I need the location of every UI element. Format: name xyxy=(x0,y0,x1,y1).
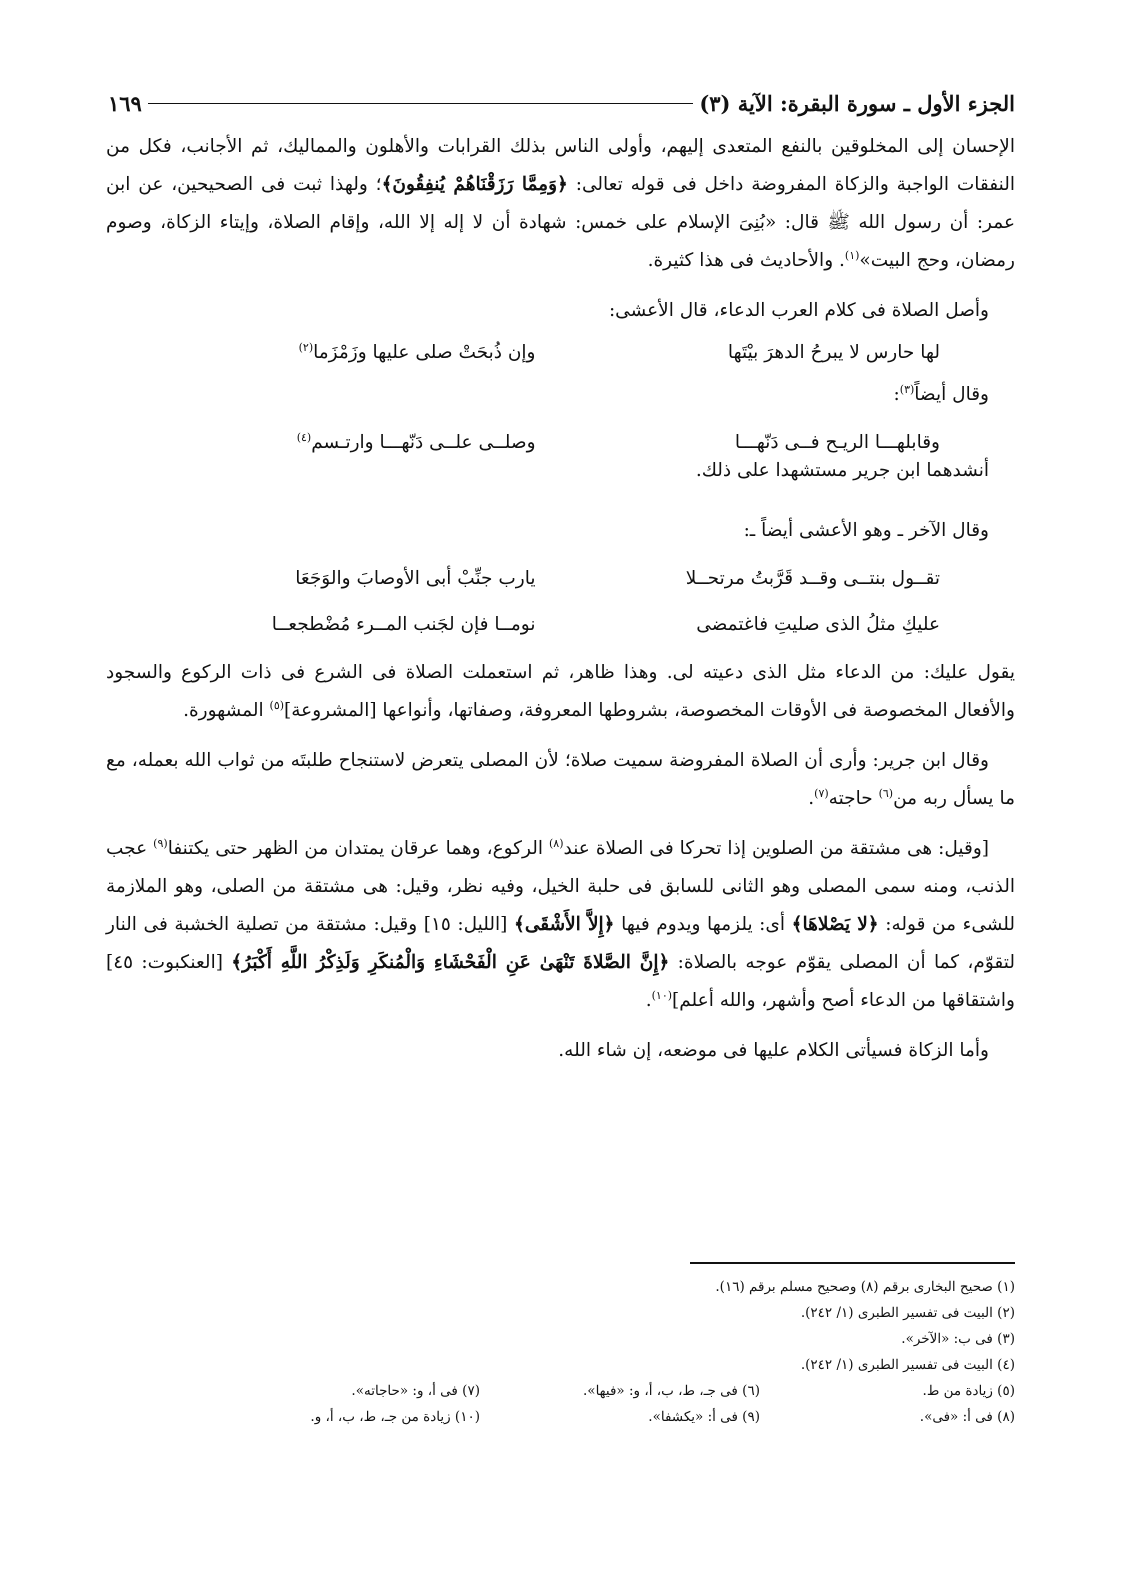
text-span: الركوع، وهما عرقان يمتدان من الظهر حتى يكتنفا xyxy=(167,838,549,859)
footnote-row xyxy=(106,1378,1015,1404)
quran-quote: ﴿لا يَصْلاهَا﴾ xyxy=(791,914,879,935)
text-span: . xyxy=(645,990,652,1011)
footnote-5: (٥) زيادة من ط. xyxy=(922,1383,1015,1399)
verse-hemistich: يارب جنِّبْ أبى الأوصابَ والوَجَعَا xyxy=(295,568,536,589)
text-span: . والأحاديث فى هذا كثيرة. xyxy=(647,250,845,271)
footnote-10: (١٠) زيادة من جـ، ط، ب، أ، و. xyxy=(310,1409,480,1425)
spacer xyxy=(106,1020,1015,1032)
footnote-4: (٤) البيت فى تفسير الطبرى (١/ ٢٤٢). xyxy=(800,1357,1015,1373)
header-rule xyxy=(148,103,693,104)
footnote-row xyxy=(106,1404,1015,1430)
verse-hemistich: وقابلهـــا الريـح فــى دَنّهـــا xyxy=(734,432,940,453)
footnote-separator xyxy=(690,1262,1015,1264)
text-span: الإحسان إلى المخلوقين بالنفع المتعدى إليهم، وأولى الناس بذلك القرابات والأهلون والمماليك، ثم الأجانب، فكل من النفقات الواجبة والزكاة المفروضة داخل فى قوله تعالى: xyxy=(106,136,1016,195)
text-span: المشهورة. xyxy=(183,700,270,721)
quran-quote: ﴿إِنَّ الصَّلاةَ تَنْهَىٰ عَنِ الْفَحْشَاءِ وَالْمُنكَرِ وَلَذِكْرُ اللَّهِ أَكْبَرُ﴾ xyxy=(231,952,670,973)
verse-hemistich: تقــول بنتــى وقــد قَرَّبتُ مرتحــلا xyxy=(685,568,940,589)
text-span: [الليل: ١٥] وقيل: مشتقة من تصلية الخشبة فى النار لتقوّم، كما أن المصلى يقوّم عوجه بالصلاة: xyxy=(106,914,1015,973)
text-span: [العنكبوت: ٤٥] واشتقاقها من الدعاء أصح وأشهر، والله أعلم] xyxy=(106,952,1015,1011)
text-span: . xyxy=(808,788,815,809)
paragraph-8 xyxy=(106,830,1015,1020)
footnote-ref: (٦) xyxy=(878,786,894,800)
paragraph-3 xyxy=(106,376,1015,414)
footnote-6: (٦) فى جـ، ط، ب، أ، و: «فيها». xyxy=(583,1383,760,1399)
text-span: : xyxy=(893,384,900,405)
text-span: وقال ابن جرير: وأرى أن الصلاة المفروضة سميت صلاة؛ لأن المصلى يتعرض لاستنجاح طلبتَه من ثواب الله بعمله، مع ما يسأل ربه من xyxy=(106,750,1015,809)
running-header xyxy=(108,88,1015,118)
footnote-ref: (٣) xyxy=(899,382,915,396)
paragraph-7 xyxy=(106,742,1015,818)
paragraph-4: أنشدهما ابن جرير مستشهدا على ذلك. xyxy=(695,460,989,481)
page-number: ١٦٩ xyxy=(108,90,142,116)
main-text xyxy=(106,128,1015,1070)
verse-hemistich: عليكِ مثلُ الذى صليتِ فاغتمضى xyxy=(696,614,940,635)
verse-hemistich xyxy=(106,334,561,372)
spacer xyxy=(106,818,1015,830)
text-span: عجب الذنب، ومنه سمى المصلى وهو الثانى للسابق فى حلبة الخيل، وفيه نظر، وقيل: هى مشتقة من الصلى، وهو الملازمة للشىء من قوله: xyxy=(106,838,1015,935)
spacer xyxy=(106,490,1015,512)
paragraph-1 xyxy=(106,128,1015,280)
footnote-7: (٧) فى أ، و: «حاجاته». xyxy=(351,1383,480,1399)
spacer xyxy=(106,730,1015,742)
quran-quote: ﴿وَمِمَّا رَزَقْنَاهُمْ يُنفِقُونَ﴾ xyxy=(381,174,568,195)
paragraph-6 xyxy=(106,654,1015,730)
text-span: وقال أيضاً xyxy=(914,384,989,405)
footnote-ref: (٥) xyxy=(269,698,285,712)
spacer xyxy=(106,280,1015,292)
quran-quote: ﴿إِلاَّ الأَشْقَى﴾ xyxy=(513,914,615,935)
text-span: يقول عليك: من الدعاء مثل الذى دعيته لى. وهذا ظاهر، ثم استعملت الصلاة فى الشرع فى ذات الركوع والسجود والأفعال المخصوصة فى الأوقات المخصوصة، بشروطها المعروفة، وصفاتها، وأنواعها [المشروعة] xyxy=(106,662,1015,721)
footnote-ref: (٤) xyxy=(296,430,312,444)
footnote-9: (٩) فى أ: «يكشفا». xyxy=(648,1409,760,1425)
text-span: أى: يلزمها ويدوم فيها xyxy=(621,914,792,935)
footnotes xyxy=(106,1274,1015,1430)
text-span: ؛ ولهذا ثبت فى الصحيحين، عن ابن عمر: أن رسول الله ﷺ قال: «بُنِىَ الإسلام على خمس: شهادة أن لا إله إلا الله، وإقام الصلاة، وإيتاء الزكاة، وصوم رمضان، وحج البيت» xyxy=(106,174,1015,271)
text-span: وصلــى علــى دَنّهـــا وارتـسم xyxy=(311,432,536,453)
verse-hemistich xyxy=(106,424,561,462)
text-span: حاجته xyxy=(828,788,879,809)
paragraph-5: وقال الآخر ـ وهو الأعشى أيضاً ـ: xyxy=(743,520,989,541)
paragraph-9: وأما الزكاة فسيأتى الكلام عليها فى موضعه، إن شاء الله. xyxy=(558,1040,989,1061)
footnote-ref: (٧) xyxy=(814,786,829,800)
text-span: [وقيل: هى مشتقة من الصلوين إذا تحركا فى الصلاة عند xyxy=(563,838,990,859)
verse-hemistich: لها حارس لا يبرحُ الدهرَ بيْتَها xyxy=(727,342,940,363)
footnote-ref: (١) xyxy=(844,248,860,262)
verse-line-1 xyxy=(106,330,1015,376)
footnote-ref: (٩) xyxy=(153,836,168,850)
verse-hemistich: نومــا فإن لجَنب المــرء مُضْطجعــا xyxy=(271,614,536,635)
footnote-ref: (١٠) xyxy=(651,988,673,1002)
footnote-8: (٨) فى أ: «فى». xyxy=(919,1409,1015,1425)
verse-line-3 xyxy=(106,556,1015,602)
paragraph-2: وأصل الصلاة فى كلام العرب الدعاء، قال الأعشى: xyxy=(608,300,989,321)
footnote-ref: (٢) xyxy=(298,340,314,354)
footnote-ref: (٨) xyxy=(548,836,564,850)
running-title: الجزء الأول ـ سورة البقرة: الآية (٣) xyxy=(699,90,1015,116)
footnote-3: (٣) فى ب: «الآخر». xyxy=(901,1331,1015,1347)
text-span: وإن ذُبحَتْ صلى عليها وزَمْزَما xyxy=(313,342,536,363)
verse-line-4 xyxy=(106,602,1015,648)
footnote-1: (١) صحيح البخارى برقم (٨) وصحيح مسلم برقم (١٦). xyxy=(715,1279,1015,1295)
footnote-2: (٢) البيت فى تفسير الطبرى (١/ ٢٤٢). xyxy=(800,1305,1015,1321)
